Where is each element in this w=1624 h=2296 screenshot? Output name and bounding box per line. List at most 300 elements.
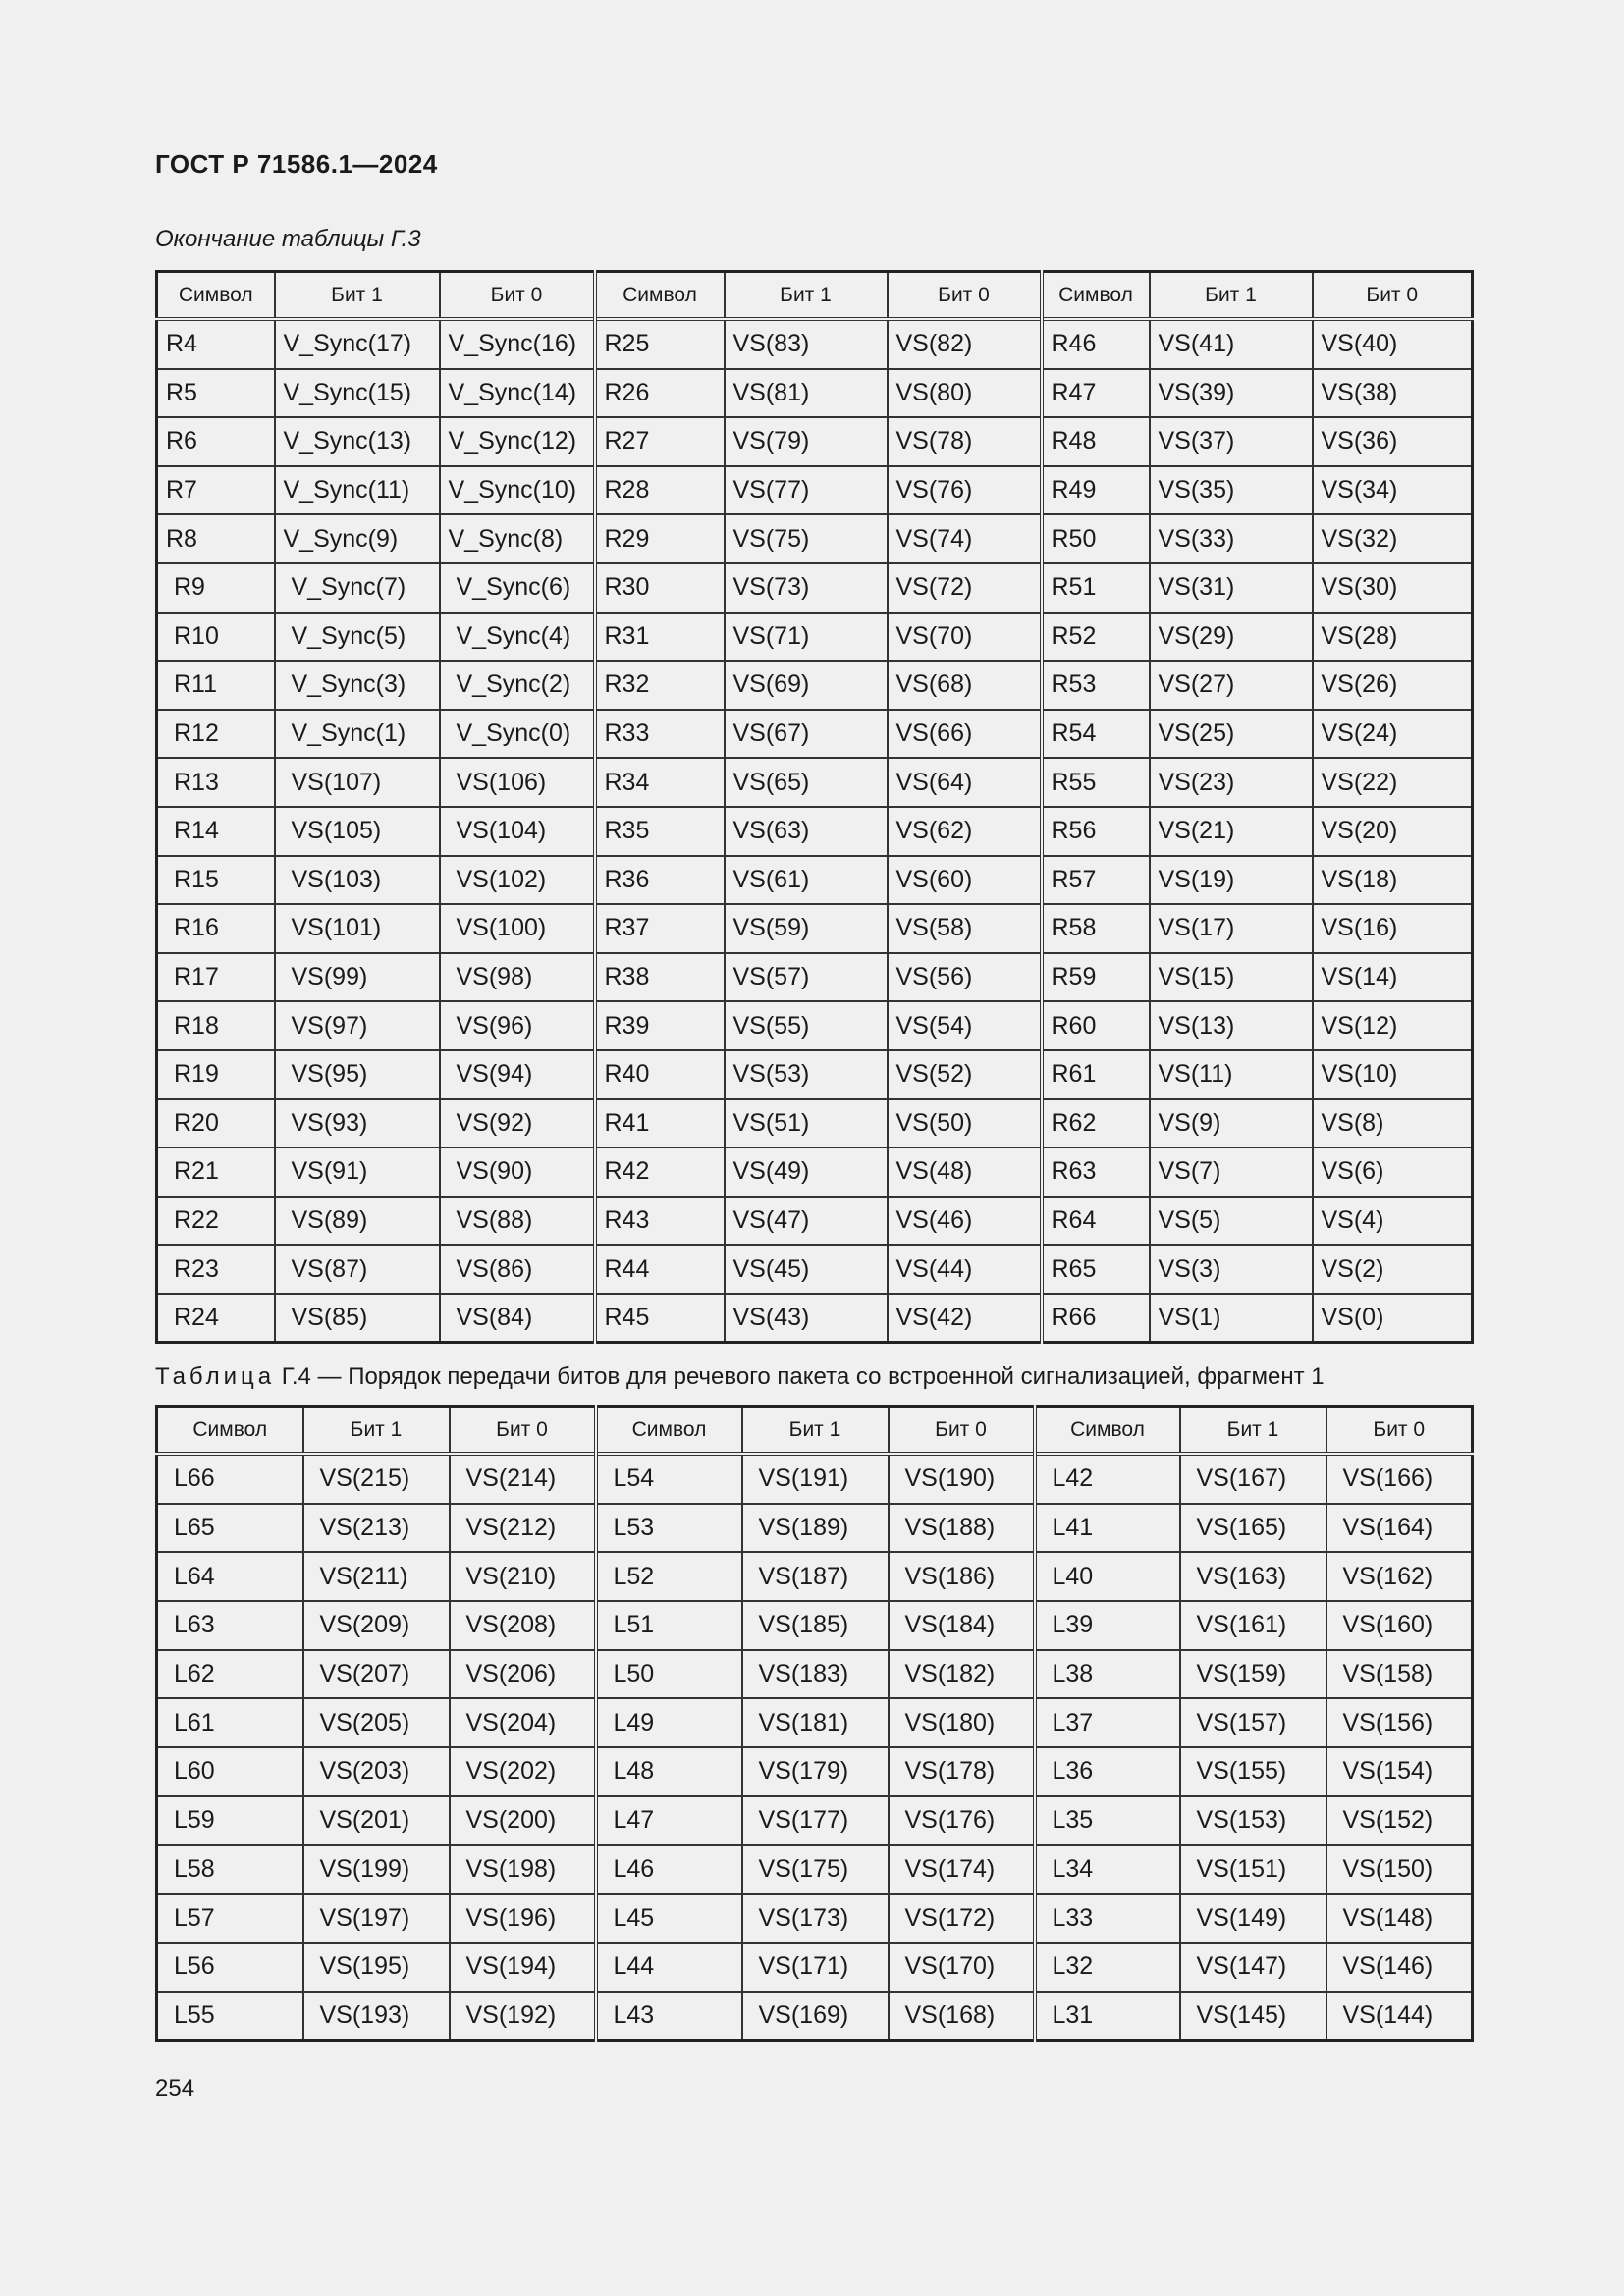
table-cell: L65: [157, 1504, 303, 1553]
table-cell: VS(70): [888, 613, 1042, 662]
table-cell: VS(52): [888, 1050, 1042, 1099]
table-cell: VS(71): [725, 613, 888, 662]
table-cell: V_Sync(1): [275, 710, 440, 759]
column-header: Символ: [595, 272, 725, 320]
table-cell: R39: [595, 1001, 725, 1050]
table-cell: R11: [157, 661, 275, 710]
table-cell: VS(194): [450, 1943, 596, 1992]
table-cell: VS(58): [888, 904, 1042, 953]
table-cell: VS(50): [888, 1099, 1042, 1148]
table-cell: VS(57): [725, 953, 888, 1002]
table-cell: VS(180): [889, 1698, 1035, 1747]
table-cell: VS(55): [725, 1001, 888, 1050]
table-cell: VS(177): [742, 1796, 889, 1845]
table-cell: VS(157): [1180, 1698, 1326, 1747]
table-cell: VS(178): [889, 1747, 1035, 1796]
table-cell: VS(84): [440, 1294, 595, 1343]
table-cell: VS(202): [450, 1747, 596, 1796]
column-header: Бит 0: [1326, 1407, 1473, 1455]
table-cell: L66: [157, 1454, 303, 1504]
table-row: [157, 1504, 1473, 1553]
table-row: [157, 1245, 1473, 1294]
table-cell: L62: [157, 1650, 303, 1699]
table-cell: VS(210): [450, 1552, 596, 1601]
table-cell: VS(201): [303, 1796, 450, 1845]
table-cell: R9: [157, 563, 275, 613]
table-cell: R61: [1042, 1050, 1150, 1099]
column-header: Бит 1: [742, 1407, 889, 1455]
table-row: [157, 1050, 1473, 1099]
table-cell: L50: [596, 1650, 742, 1699]
table-cell: VS(150): [1326, 1845, 1473, 1895]
table-cell: VS(188): [889, 1504, 1035, 1553]
table-cell: VS(161): [1180, 1601, 1326, 1650]
table-cell: L46: [596, 1845, 742, 1895]
table-cell: VS(209): [303, 1601, 450, 1650]
table-cell: V_Sync(13): [275, 417, 440, 466]
table-cell: VS(73): [725, 563, 888, 613]
table-cell: R56: [1042, 807, 1150, 856]
column-header: Бит 1: [1180, 1407, 1326, 1455]
table-cell: VS(28): [1313, 613, 1473, 662]
table-cell: R15: [157, 856, 275, 905]
table-cell: V_Sync(10): [440, 466, 595, 515]
table-cell: L56: [157, 1943, 303, 1992]
table-cell: R50: [1042, 514, 1150, 563]
table-cell: L60: [157, 1747, 303, 1796]
table-cell: VS(40): [1313, 319, 1473, 369]
table-cell: VS(169): [742, 1992, 889, 2041]
table-cell: VS(22): [1313, 758, 1473, 807]
table-cell: VS(42): [888, 1294, 1042, 1343]
table-cell: VS(78): [888, 417, 1042, 466]
table-cell: VS(54): [888, 1001, 1042, 1050]
table-cell: V_Sync(7): [275, 563, 440, 613]
table-cell: L47: [596, 1796, 742, 1845]
table-cell: R12: [157, 710, 275, 759]
table-cell: R30: [595, 563, 725, 613]
table-cell: R41: [595, 1099, 725, 1148]
table-cell: L34: [1035, 1845, 1180, 1895]
table-cell: VS(6): [1313, 1148, 1473, 1197]
table-row: [157, 953, 1473, 1002]
table-cell: VS(98): [440, 953, 595, 1002]
table-cell: VS(186): [889, 1552, 1035, 1601]
table-cell: VS(86): [440, 1245, 595, 1294]
table-cell: V_Sync(17): [275, 319, 440, 369]
table-g3-end: [155, 270, 1474, 1344]
table-cell: VS(11): [1150, 1050, 1313, 1099]
document-code: ГОСТ Р 71586.1—2024: [155, 149, 438, 179]
table-cell: VS(173): [742, 1894, 889, 1943]
table-cell: VS(103): [275, 856, 440, 905]
column-header: Бит 1: [303, 1407, 450, 1455]
column-header: Бит 1: [1150, 272, 1313, 320]
table1-caption: Окончание таблицы Г.3: [155, 226, 421, 252]
table-cell: VS(155): [1180, 1747, 1326, 1796]
table-cell: VS(158): [1326, 1650, 1473, 1699]
table-cell: VS(184): [889, 1601, 1035, 1650]
table-cell: VS(214): [450, 1454, 596, 1504]
table-cell: VS(3): [1150, 1245, 1313, 1294]
column-header: Символ: [157, 1407, 303, 1455]
table-cell: VS(31): [1150, 563, 1313, 613]
table-row: [157, 1001, 1473, 1050]
table-cell: VS(9): [1150, 1099, 1313, 1148]
table-cell: VS(145): [1180, 1992, 1326, 2041]
table-cell: VS(187): [742, 1552, 889, 1601]
table-cell: R5: [157, 369, 275, 418]
table-cell: R25: [595, 319, 725, 369]
table-cell: R42: [595, 1148, 725, 1197]
table-cell: VS(19): [1150, 856, 1313, 905]
table-cell: VS(204): [450, 1698, 596, 1747]
table-cell: VS(33): [1150, 514, 1313, 563]
table-cell: R60: [1042, 1001, 1150, 1050]
table-cell: R37: [595, 904, 725, 953]
table-cell: V_Sync(4): [440, 613, 595, 662]
table-row: [157, 710, 1473, 759]
table-cell: L58: [157, 1845, 303, 1895]
table-cell: VS(38): [1313, 369, 1473, 418]
table-cell: VS(185): [742, 1601, 889, 1650]
table-cell: VS(24): [1313, 710, 1473, 759]
table-cell: VS(23): [1150, 758, 1313, 807]
table-cell: VS(2): [1313, 1245, 1473, 1294]
table-cell: L61: [157, 1698, 303, 1747]
table-cell: R65: [1042, 1245, 1150, 1294]
table-cell: VS(175): [742, 1845, 889, 1895]
table-row: [157, 1894, 1473, 1943]
table-cell: R22: [157, 1197, 275, 1246]
table-cell: R31: [595, 613, 725, 662]
table-cell: VS(205): [303, 1698, 450, 1747]
table-cell: VS(170): [889, 1943, 1035, 1992]
table-row: [157, 1601, 1473, 1650]
table-cell: L53: [596, 1504, 742, 1553]
table-cell: R35: [595, 807, 725, 856]
table-cell: R51: [1042, 563, 1150, 613]
table-cell: VS(34): [1313, 466, 1473, 515]
table-cell: VS(76): [888, 466, 1042, 515]
table-row: [157, 369, 1473, 418]
table-cell: VS(65): [725, 758, 888, 807]
table-cell: R58: [1042, 904, 1150, 953]
table-row: [157, 563, 1473, 613]
table1-header-row: [157, 272, 1473, 320]
table-cell: R10: [157, 613, 275, 662]
table-cell: VS(81): [725, 369, 888, 418]
table-cell: V_Sync(5): [275, 613, 440, 662]
table-cell: VS(212): [450, 1504, 596, 1553]
table-cell: R13: [157, 758, 275, 807]
table-cell: R14: [157, 807, 275, 856]
table-cell: V_Sync(16): [440, 319, 595, 369]
table-cell: VS(12): [1313, 1001, 1473, 1050]
table-cell: VS(195): [303, 1943, 450, 1992]
table-cell: VS(91): [275, 1148, 440, 1197]
table-cell: L52: [596, 1552, 742, 1601]
table-cell: R36: [595, 856, 725, 905]
table-row: [157, 319, 1473, 369]
table-cell: L33: [1035, 1894, 1180, 1943]
table-row: [157, 1148, 1473, 1197]
table-cell: VS(93): [275, 1099, 440, 1148]
table-cell: VS(153): [1180, 1796, 1326, 1845]
column-header: Символ: [157, 272, 275, 320]
table-cell: VS(174): [889, 1845, 1035, 1895]
table-row: [157, 1650, 1473, 1699]
table-cell: R53: [1042, 661, 1150, 710]
table-cell: L37: [1035, 1698, 1180, 1747]
table-cell: VS(183): [742, 1650, 889, 1699]
table-cell: VS(172): [889, 1894, 1035, 1943]
table-cell: VS(213): [303, 1504, 450, 1553]
table-cell: VS(26): [1313, 661, 1473, 710]
table-cell: VS(66): [888, 710, 1042, 759]
table-cell: VS(30): [1313, 563, 1473, 613]
table-cell: VS(46): [888, 1197, 1042, 1246]
table-cell: L44: [596, 1943, 742, 1992]
table-cell: VS(159): [1180, 1650, 1326, 1699]
column-header: Бит 0: [889, 1407, 1035, 1455]
table-cell: VS(62): [888, 807, 1042, 856]
table-cell: VS(179): [742, 1747, 889, 1796]
table-cell: R66: [1042, 1294, 1150, 1343]
table-cell: VS(207): [303, 1650, 450, 1699]
table-cell: L54: [596, 1454, 742, 1504]
table-cell: R4: [157, 319, 275, 369]
table-cell: VS(171): [742, 1943, 889, 1992]
table-cell: R47: [1042, 369, 1150, 418]
table-cell: VS(67): [725, 710, 888, 759]
table-cell: VS(208): [450, 1601, 596, 1650]
table-cell: VS(165): [1180, 1504, 1326, 1553]
table-cell: VS(192): [450, 1992, 596, 2041]
column-header: Бит 0: [1313, 272, 1473, 320]
table-cell: VS(47): [725, 1197, 888, 1246]
table-cell: VS(162): [1326, 1552, 1473, 1601]
table-cell: VS(20): [1313, 807, 1473, 856]
column-header: Бит 1: [725, 272, 888, 320]
table-row: [157, 1747, 1473, 1796]
table-cell: VS(43): [725, 1294, 888, 1343]
table-cell: VS(168): [889, 1992, 1035, 2041]
table-cell: VS(96): [440, 1001, 595, 1050]
table-cell: V_Sync(11): [275, 466, 440, 515]
table-row: [157, 514, 1473, 563]
table-cell: VS(1): [1150, 1294, 1313, 1343]
table-row: [157, 904, 1473, 953]
table-cell: L45: [596, 1894, 742, 1943]
table-cell: R48: [1042, 417, 1150, 466]
table-cell: VS(102): [440, 856, 595, 905]
table-cell: VS(0): [1313, 1294, 1473, 1343]
table-cell: VS(146): [1326, 1943, 1473, 1992]
table-cell: V_Sync(0): [440, 710, 595, 759]
table-cell: VS(196): [450, 1894, 596, 1943]
table-cell: VS(27): [1150, 661, 1313, 710]
table-cell: VS(10): [1313, 1050, 1473, 1099]
table-cell: L38: [1035, 1650, 1180, 1699]
table-cell: V_Sync(15): [275, 369, 440, 418]
table-cell: VS(152): [1326, 1796, 1473, 1845]
table-cell: VS(191): [742, 1454, 889, 1504]
table-cell: VS(41): [1150, 319, 1313, 369]
table-cell: R33: [595, 710, 725, 759]
table-cell: L57: [157, 1894, 303, 1943]
column-header: Символ: [1035, 1407, 1180, 1455]
column-header: Бит 0: [888, 272, 1042, 320]
table-cell: VS(79): [725, 417, 888, 466]
table-cell: VS(95): [275, 1050, 440, 1099]
table-row: [157, 1845, 1473, 1895]
table-cell: VS(99): [275, 953, 440, 1002]
column-header: Бит 1: [275, 272, 440, 320]
table-cell: V_Sync(14): [440, 369, 595, 418]
table-cell: VS(36): [1313, 417, 1473, 466]
table-cell: V_Sync(12): [440, 417, 595, 466]
table-cell: VS(92): [440, 1099, 595, 1148]
table-cell: L42: [1035, 1454, 1180, 1504]
table-cell: VS(83): [725, 319, 888, 369]
table2-caption-text: Г.4 — Порядок передачи битов для речевого пакета со встроенной сигнализацией, фрагмент 1: [275, 1363, 1325, 1390]
table-cell: VS(45): [725, 1245, 888, 1294]
table-cell: R54: [1042, 710, 1150, 759]
table-cell: VS(85): [275, 1294, 440, 1343]
table-cell: VS(211): [303, 1552, 450, 1601]
table-row: [157, 807, 1473, 856]
table-cell: L51: [596, 1601, 742, 1650]
table-cell: VS(90): [440, 1148, 595, 1197]
table-cell: VS(32): [1313, 514, 1473, 563]
table-cell: R18: [157, 1001, 275, 1050]
table-row: [157, 1992, 1473, 2041]
table-cell: VS(190): [889, 1454, 1035, 1504]
table-cell: R63: [1042, 1148, 1150, 1197]
table2-header-row: [157, 1407, 1473, 1455]
table-cell: VS(181): [742, 1698, 889, 1747]
table-row: [157, 1454, 1473, 1504]
column-header: Бит 0: [440, 272, 595, 320]
table-cell: VS(4): [1313, 1197, 1473, 1246]
table-cell: VS(94): [440, 1050, 595, 1099]
table-cell: VS(148): [1326, 1894, 1473, 1943]
table-cell: L32: [1035, 1943, 1180, 1992]
table-cell: VS(82): [888, 319, 1042, 369]
table-row: [157, 1099, 1473, 1148]
table-cell: R46: [1042, 319, 1150, 369]
table-cell: VS(193): [303, 1992, 450, 2041]
table-row: [157, 661, 1473, 710]
table-cell: R7: [157, 466, 275, 515]
table-cell: VS(198): [450, 1845, 596, 1895]
table-cell: L41: [1035, 1504, 1180, 1553]
table-row: [157, 613, 1473, 662]
table-cell: VS(5): [1150, 1197, 1313, 1246]
table-cell: VS(61): [725, 856, 888, 905]
column-header: Символ: [596, 1407, 742, 1455]
table-cell: VS(48): [888, 1148, 1042, 1197]
table-cell: R21: [157, 1148, 275, 1197]
table-cell: VS(49): [725, 1148, 888, 1197]
table-cell: R38: [595, 953, 725, 1002]
table-cell: R19: [157, 1050, 275, 1099]
table-cell: VS(87): [275, 1245, 440, 1294]
table-cell: VS(15): [1150, 953, 1313, 1002]
table-cell: R57: [1042, 856, 1150, 905]
table-cell: R8: [157, 514, 275, 563]
table-cell: VS(72): [888, 563, 1042, 613]
table-cell: R44: [595, 1245, 725, 1294]
table-cell: VS(160): [1326, 1601, 1473, 1650]
table-cell: L36: [1035, 1747, 1180, 1796]
table-cell: L40: [1035, 1552, 1180, 1601]
table-cell: R55: [1042, 758, 1150, 807]
table-cell: VS(100): [440, 904, 595, 953]
table-row: [157, 856, 1473, 905]
table-cell: VS(18): [1313, 856, 1473, 905]
table-cell: VS(166): [1326, 1454, 1473, 1504]
table-cell: V_Sync(2): [440, 661, 595, 710]
table-row: [157, 1294, 1473, 1343]
table-cell: VS(167): [1180, 1454, 1326, 1504]
table-cell: L35: [1035, 1796, 1180, 1845]
table-cell: VS(60): [888, 856, 1042, 905]
table-cell: VS(74): [888, 514, 1042, 563]
table-cell: R23: [157, 1245, 275, 1294]
table-cell: R16: [157, 904, 275, 953]
table-cell: R40: [595, 1050, 725, 1099]
table-cell: VS(164): [1326, 1504, 1473, 1553]
page-number: 254: [155, 2075, 195, 2102]
table-cell: VS(8): [1313, 1099, 1473, 1148]
table-row: [157, 417, 1473, 466]
table-cell: VS(80): [888, 369, 1042, 418]
table-cell: VS(35): [1150, 466, 1313, 515]
table-cell: R45: [595, 1294, 725, 1343]
table-cell: VS(197): [303, 1894, 450, 1943]
table-cell: VS(107): [275, 758, 440, 807]
table-cell: VS(104): [440, 807, 595, 856]
table-cell: VS(16): [1313, 904, 1473, 953]
table-cell: VS(163): [1180, 1552, 1326, 1601]
table-cell: VS(69): [725, 661, 888, 710]
table-cell: R24: [157, 1294, 275, 1343]
table-cell: VS(101): [275, 904, 440, 953]
table-cell: VS(200): [450, 1796, 596, 1845]
table-row: [157, 1943, 1473, 1992]
table-cell: L31: [1035, 1992, 1180, 2041]
table-cell: L55: [157, 1992, 303, 2041]
table-row: [157, 1796, 1473, 1845]
table-cell: R6: [157, 417, 275, 466]
table-row: [157, 1197, 1473, 1246]
table-row: [157, 466, 1473, 515]
table-cell: VS(21): [1150, 807, 1313, 856]
table-cell: R20: [157, 1099, 275, 1148]
table-cell: L63: [157, 1601, 303, 1650]
table-cell: VS(7): [1150, 1148, 1313, 1197]
column-header: Символ: [1042, 272, 1150, 320]
table-cell: VS(189): [742, 1504, 889, 1553]
table-cell: VS(17): [1150, 904, 1313, 953]
table-cell: V_Sync(6): [440, 563, 595, 613]
table-cell: VS(75): [725, 514, 888, 563]
table-cell: L39: [1035, 1601, 1180, 1650]
table-cell: R43: [595, 1197, 725, 1246]
table-cell: VS(64): [888, 758, 1042, 807]
